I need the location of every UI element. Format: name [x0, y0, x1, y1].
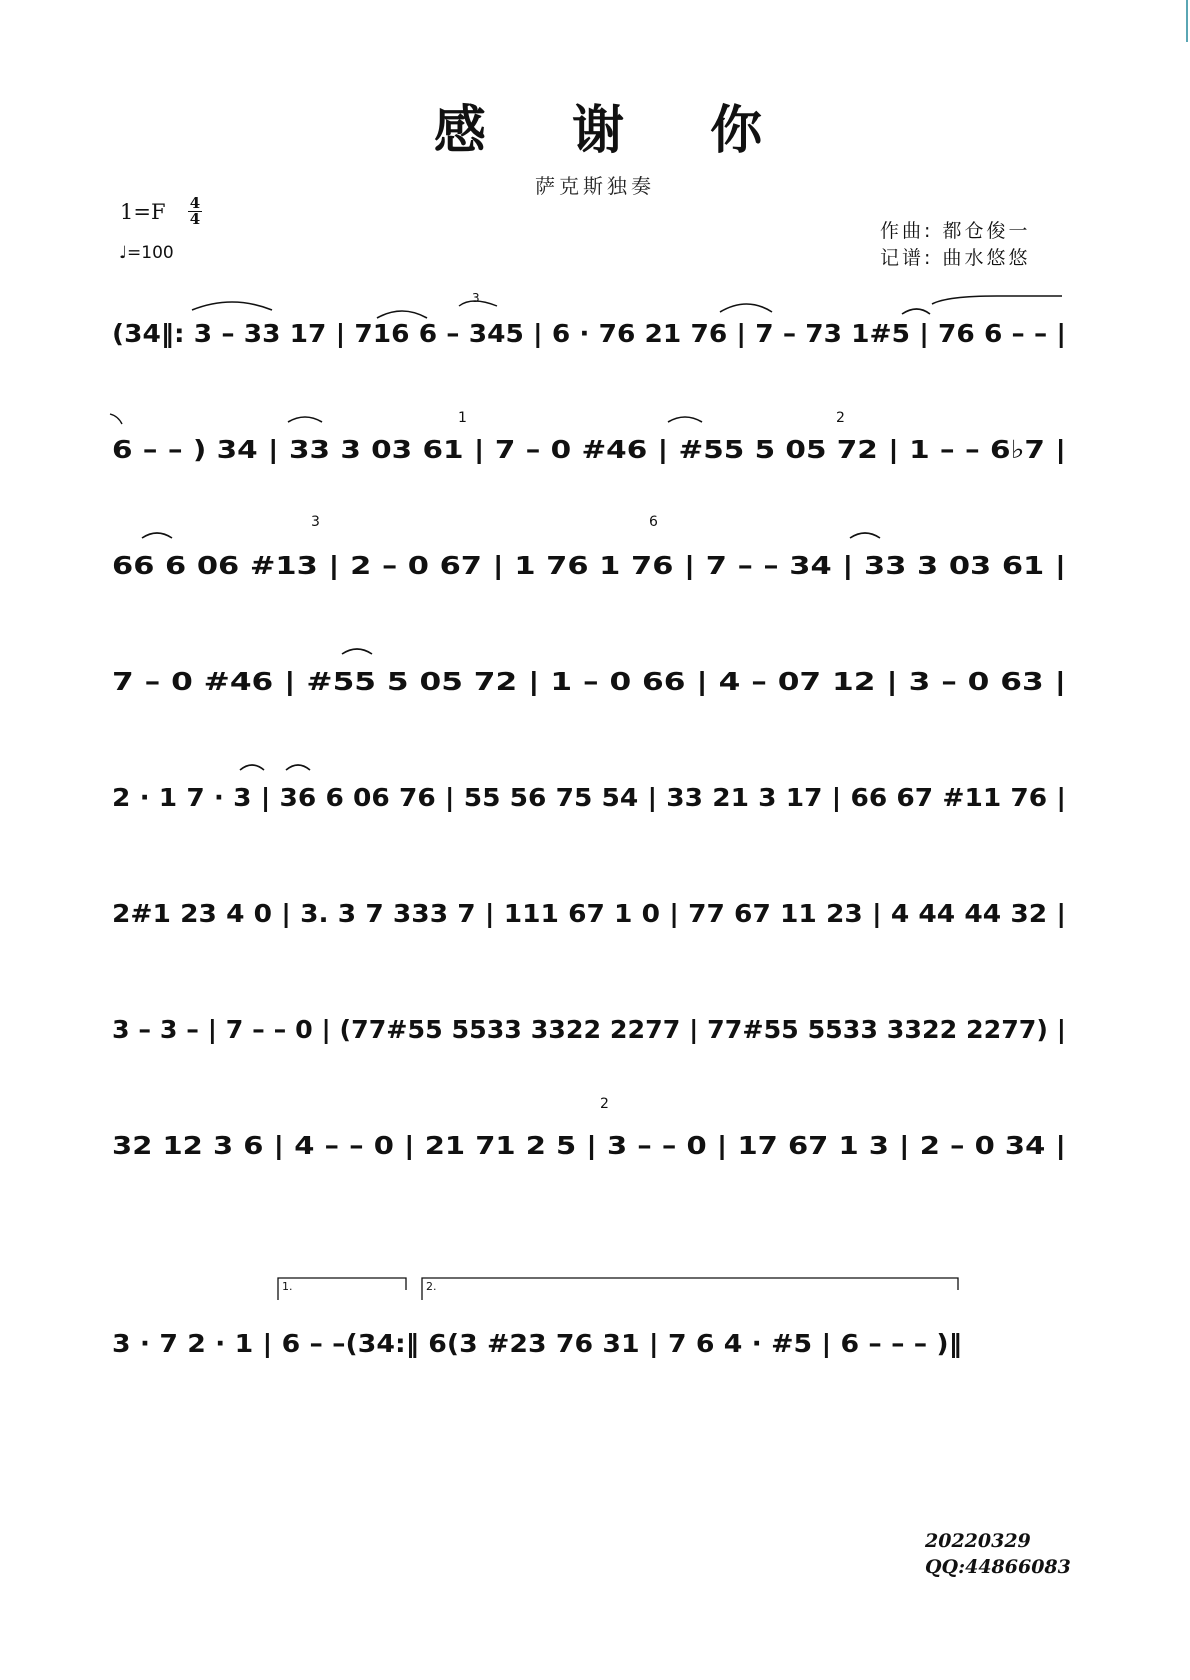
grace-note: 1 [458, 410, 467, 426]
footer-qq: QQ:44866083 [925, 1556, 1071, 1578]
page-edge-marker [1186, 0, 1188, 42]
staff-8 [112, 1096, 1070, 1172]
staff-text-8: 32 12 3 6 | 4 – – 0 | 21 71 2 5 | 3 – – 0 | 17 67 1 3 | 2 – 0 34 | [112, 1131, 1066, 1160]
slur [192, 302, 272, 310]
slur [342, 649, 372, 654]
staff-5 [112, 764, 1070, 824]
key-signature: 1=F [120, 200, 166, 224]
staff-text-4: 7 – 0 #46 | #55 5 05 72 | 1 – 0 66 | 4 – 07 12 | 3 – 0 63 | [112, 667, 1066, 696]
slur [720, 304, 772, 312]
time-signature [188, 196, 202, 227]
score-system-7 [112, 996, 1070, 1056]
score-system-6 [112, 880, 1070, 940]
second-ending-bracket [422, 1278, 958, 1300]
transcriber-credit: 记谱: 曲水悠悠 [880, 247, 1031, 269]
grace-note: 2 [600, 1096, 609, 1112]
staff-text-2: 6 – – ) 34 | 33 3 03 61 | 7 – 0 #46 | #55 5 05 72 | 1 – – 6♭7 | [112, 435, 1066, 464]
staff-text-6: 2#1 23 4 0 | 3. 3 7 333 7 | 111 67 1 0 | 77 67 11 23 | 4 44 44 32 | [112, 899, 1066, 928]
staff-text-7: 3 – 3 – | 7 – – 0 | (77#55 5533 3322 2277 | 77#55 5533 3322 2277) | [112, 1015, 1066, 1044]
slur [377, 311, 427, 318]
song-subtitle: 萨克斯独奏 [535, 174, 655, 198]
staff-text-3: 66 6 06 #13 | 2 – 0 67 | 1 76 1 76 | 7 – – 34 | 33 3 03 61 | [112, 551, 1066, 580]
staff-2 [112, 410, 1070, 476]
slur [850, 533, 880, 538]
song-title: 感 谢 你 [433, 100, 797, 161]
time-signature-denominator: 4 [189, 210, 201, 228]
slur [668, 417, 702, 422]
second-ending-label: 2. [426, 1280, 437, 1293]
staff-text-1: (34‖: 3 – 33 17 | 716 6 – 345 | 6 · 76 21 76 | 7 – 73 1#5 | 76 6 – – | [112, 319, 1066, 348]
tempo-marking: ♩=100 [119, 243, 174, 263]
grace-note: 6 [649, 514, 658, 530]
score-system-8 [112, 1096, 1070, 1172]
score-system-9 [112, 1310, 1070, 1370]
volta-brackets [270, 1276, 960, 1300]
staff-3 [112, 514, 1070, 592]
credits [880, 218, 1030, 272]
tie-continues [932, 296, 1062, 304]
staff-text-5: 2 · 1 7 · 3 | 36 6 06 76 | 55 56 75 54 | 33 21 3 17 | 66 67 #11 76 | [112, 783, 1066, 812]
score-system-4 [112, 648, 1070, 708]
time-signature-numerator: 4 [189, 194, 201, 212]
score-system-5 [112, 764, 1070, 824]
tie-end [110, 414, 122, 424]
score-system-3 [112, 514, 1070, 592]
composer-credit: 作曲: 都仓俊一 [880, 220, 1031, 242]
grace-note: 2 [836, 410, 845, 426]
score-system-1 [112, 291, 1070, 360]
footer [925, 1528, 1071, 1580]
slur [902, 309, 930, 314]
first-ending-bracket [278, 1278, 406, 1300]
staff-7 [112, 996, 1070, 1056]
slur [288, 417, 322, 422]
slur [240, 765, 264, 770]
staff-1 [112, 291, 1070, 360]
footer-date: 20220329 [925, 1530, 1031, 1552]
slur [142, 533, 172, 538]
staff-4 [112, 648, 1070, 708]
first-ending-label: 1. [282, 1280, 293, 1293]
grace-note: 3 [311, 514, 320, 530]
score-system-2 [112, 410, 1070, 476]
staff-6 [112, 880, 1070, 940]
slur [286, 765, 310, 770]
triplet-label: 3 [472, 291, 480, 305]
staff-9 [112, 1310, 1070, 1370]
staff-text-9: 3 · 7 2 · 1 | 6 – –(34:‖ 6(3 #23 76 31 | 7 6 4 · #5 | 6 – – – )‖ [112, 1329, 962, 1358]
